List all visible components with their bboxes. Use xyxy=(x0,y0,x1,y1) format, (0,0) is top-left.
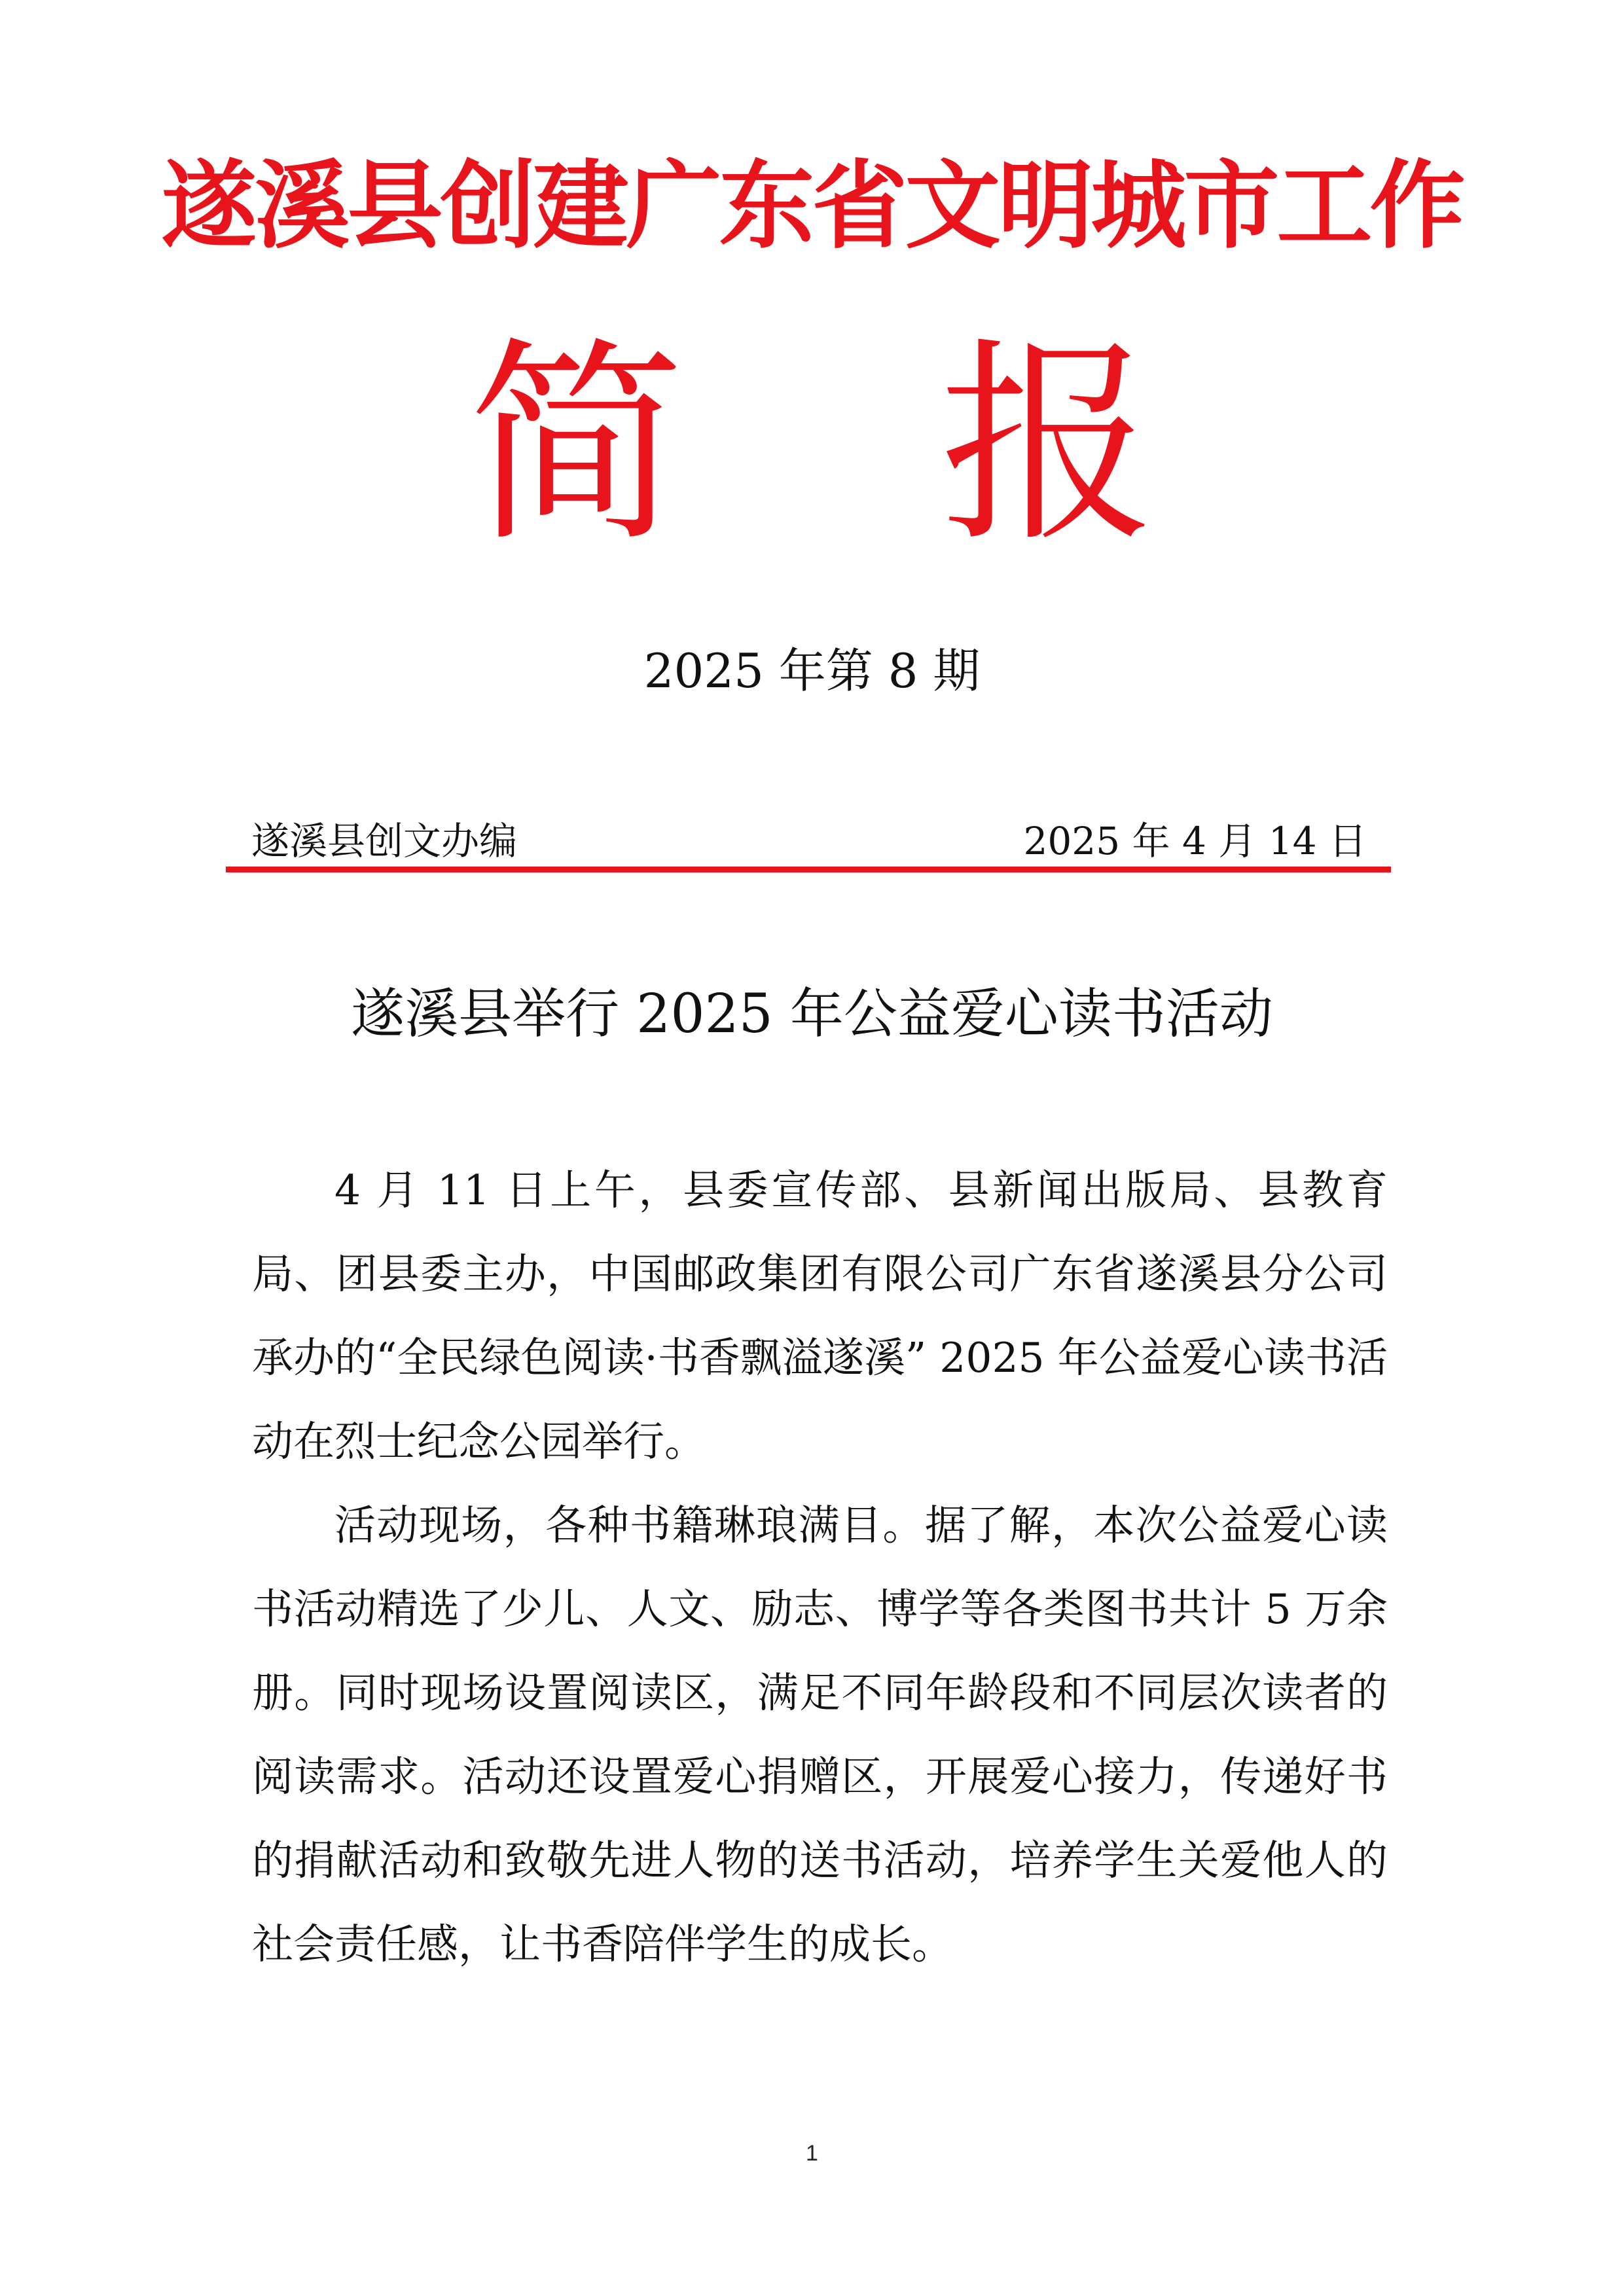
meta-row xyxy=(247,815,1386,867)
article-paragraph-1: 4 月 11 日上午，县委宣传部、县新闻出版局、县教育局、团县委主办，中国邮政集团有限公司广东省遂溪县分公司承办的“全民绿色阅读·书香飘溢遂溪” 2025 年公益爱心读书活动在烈士纪念公园举行。 xyxy=(252,1166,1388,1465)
masthead-title-char-jian: 简 xyxy=(468,319,685,571)
masthead-title xyxy=(0,319,1624,571)
article-title: 遂溪县举行 2025 年公益爱心读书活动 xyxy=(351,983,1273,1045)
red-divider-rule xyxy=(226,867,1391,872)
editor-label: 遂溪县创文办编 xyxy=(251,819,518,863)
publish-date: 2025 年 4 月 14 日 xyxy=(1023,819,1367,863)
article-body xyxy=(252,1149,1388,1986)
masthead-organization: 遂溪县创建广东省文明城市工作 xyxy=(161,151,1463,262)
article-paragraph-2: 活动现场，各种书籍琳琅满目。据了解，本次公益爱心读书活动精选了少儿、人文、励志、博学等各类图书共计 5 万余册。同时现场设置阅读区，满足不同年龄段和不同层次读者的阅读需求。活动还设置爱心捐赠区，开展爱心接力，传递好书的捐献活动和致敬先进人物的送书活动，培养学生关爱他人的社会责任感，让书香陪伴学生的成长。 xyxy=(252,1501,1388,1968)
issue-number: 2025 年第 8 期 xyxy=(643,643,981,698)
masthead-title-char-bao: 报 xyxy=(939,319,1156,571)
page-number: 1 xyxy=(806,2141,818,2166)
